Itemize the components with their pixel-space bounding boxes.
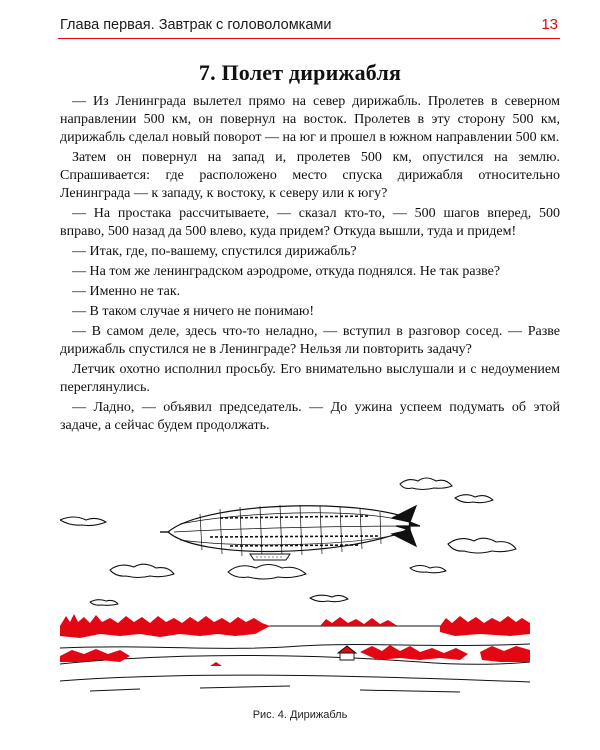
cloud bbox=[60, 517, 106, 526]
paragraph: — Итак, где, по-вашему, спустился дирижабль? bbox=[72, 244, 357, 259]
cloud bbox=[90, 600, 118, 606]
house bbox=[338, 646, 356, 660]
body-text bbox=[60, 93, 560, 437]
cloud bbox=[310, 595, 348, 601]
paragraph: — На простака рассчитываете, — сказал кто-то, — 500 шагов вперед, 500 вправо, 500 назад да 500 влево, куда придем? Откуда вышли, туда и придем! bbox=[60, 206, 560, 239]
shoreline bbox=[60, 644, 530, 648]
cloud bbox=[448, 538, 516, 553]
paragraph: Затем он повернул на запад и, пролетев 500 км, опустился на землю. Спрашивается: где расположено место спуска дирижабля относительно Ленинграда — к западу, к востоку, к северу или к югу? bbox=[60, 150, 560, 201]
paragraph: — Из Ленинграда вылетел прямо на север дирижабль. Пролетев в северном направлении 500 км, он повернул на восток. Пролетев в эту сторону 500 км, дирижабль сделал новый поворот — на юг и прошел в южном направлении 500 км. bbox=[60, 94, 560, 145]
cloud bbox=[410, 566, 446, 573]
paragraph: — Ладно, — объявил председатель. — До ужина успеем подумать об этой задаче, а сейчас будем продолжать. bbox=[60, 400, 560, 433]
airship bbox=[160, 505, 420, 560]
section-title: 7. Полет дирижабля bbox=[198, 60, 402, 85]
running-head bbox=[58, 14, 560, 39]
airship-illustration bbox=[60, 476, 530, 698]
paragraph: — В таком случае я ничего не понимаю! bbox=[72, 304, 315, 319]
cloud bbox=[455, 495, 493, 503]
page-number: 13 bbox=[541, 16, 558, 33]
cloud bbox=[110, 564, 174, 577]
paragraph: — Именно не так. bbox=[72, 284, 181, 299]
paragraph: — В самом деле, здесь что-то неладно, — вступил в разговор сосед. — Разве дирижабль спустился не в Ленинграде? Нельзя ли повторить задачу? bbox=[60, 324, 560, 357]
cloud bbox=[228, 565, 306, 580]
paragraph: Летчик охотно исполнил просьбу. Его внимательно выслушали и с недоумением переглянулись. bbox=[60, 362, 560, 395]
paragraph: — На том же ленинградском аэродроме, откуда поднялся. Не так разве? bbox=[72, 264, 501, 279]
figure-caption: Рис. 4. Дирижабль bbox=[252, 709, 348, 721]
cloud bbox=[400, 478, 452, 490]
chapter-title: Глава первая. Завтрак с головоломками bbox=[60, 17, 332, 33]
